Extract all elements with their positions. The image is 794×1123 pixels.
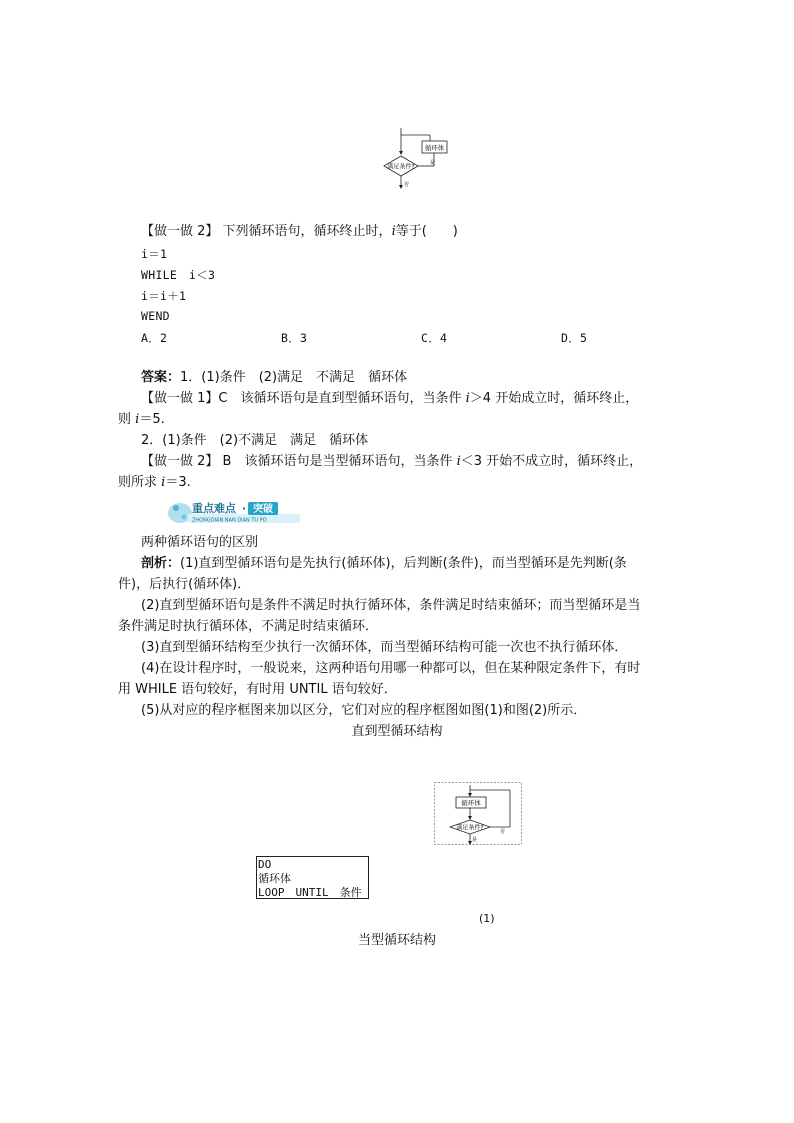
answer-ex2-line2-var: i xyxy=(161,475,166,490)
top-flowchart xyxy=(368,128,458,190)
until-code-box xyxy=(256,856,369,899)
exercise2-title: 【做一做 2】 xyxy=(141,224,219,239)
answer-ex1-var: i xyxy=(465,391,470,406)
section-badge xyxy=(166,500,302,526)
code-box-line-3: LOOP UNTIL 条件 xyxy=(258,886,362,899)
code-line-4: WEND xyxy=(141,309,170,323)
until-loop-body-label: 循环体 xyxy=(461,799,481,807)
code-line-1: i＝1 xyxy=(141,247,168,261)
answer-ex1 xyxy=(141,391,638,407)
analysis-p1-b: 件)，后执行(循环体)． xyxy=(118,577,251,592)
option-a: A．2 xyxy=(141,331,168,345)
analysis-p1-a-text: (1)直到型循环语句是先执行(循环体)，后判断(条件)，而当型循环是先判断(条 xyxy=(180,556,627,571)
answer-ex2-line2 xyxy=(118,475,191,491)
analysis-p4-b: 用 WHILE 语句较好，有时用 UNTIL 语句较好． xyxy=(118,682,397,697)
code-box-line-2: 循环体 xyxy=(258,872,291,885)
badge-graphic xyxy=(166,500,302,526)
option-c: C．4 xyxy=(421,331,448,345)
analysis-p3: (3)直到型循环结构至少执行一次循环体，而当型循环结构可能一次也不执行循环体． xyxy=(141,640,628,655)
caption-until: 直到型循环结构 xyxy=(351,724,443,739)
badge-pinyin: ZHONGDIAN NAN DIAN TU PO xyxy=(192,517,267,524)
analysis-p2-b: 条件满足时执行循环体，不满足时结束循环． xyxy=(118,619,379,634)
exercise2-var: i xyxy=(391,224,396,239)
answer-ex1-line2-var: i xyxy=(135,412,140,427)
answer-ex2-line2-a: 则所求 xyxy=(118,475,158,490)
answer-ex1-label: 【做一做 1】 xyxy=(141,391,219,406)
loop-body-label: 循环体 xyxy=(424,144,445,152)
answer-ex1-line2 xyxy=(118,412,165,428)
analysis-p1-a xyxy=(141,556,627,572)
answer-ex2-line2-b: ＝3. xyxy=(165,475,191,490)
until-condition-label: 满足条件? xyxy=(456,824,484,832)
until-no-label: 否 xyxy=(500,829,506,835)
analysis-p2-a: (2)直到型循环语句是条件不满足时执行循环体，条件满足时结束循环；而当型循环是当 xyxy=(141,598,641,613)
answer-line-1 xyxy=(141,370,407,386)
option-b: B．3 xyxy=(281,331,308,345)
code-box-line-1: DO xyxy=(258,858,272,871)
figure-number-1: (1) xyxy=(479,912,495,925)
until-flowchart xyxy=(434,782,522,846)
until-yes-label: 是 xyxy=(472,837,478,843)
answer-ex1-text2: ＞4 开始成立时，循环终止， xyxy=(469,391,639,406)
exercise2-question-end: 等于( ) xyxy=(395,224,458,239)
answer-ex2 xyxy=(141,454,642,470)
answer-ex2-label: 【做一做 2】 xyxy=(141,454,219,469)
caption-while: 当型循环结构 xyxy=(357,933,436,948)
badge-dot: · xyxy=(242,502,247,515)
exercise2-question xyxy=(141,224,458,240)
analysis-p5: (5)从对应的程序框图来加以区分，它们对应的程序框图如图(1)和图(2)所示． xyxy=(141,703,587,718)
answer-ex2-text2: ＜3 开始不成立时，循环终止， xyxy=(460,454,643,469)
answer-ex1-line2-b: ＝5. xyxy=(139,412,165,427)
condition-label: 满足条件? xyxy=(387,163,415,171)
badge-highlight: 突破 xyxy=(253,504,273,515)
code-line-2: WHILE i＜3 xyxy=(141,268,216,282)
section-heading: 两种循环语句的区别 xyxy=(141,535,259,550)
answer-ex2-var: i xyxy=(456,454,461,469)
answer-ex1-line2-a: 则 xyxy=(118,412,132,427)
no-label: 否 xyxy=(404,182,410,188)
exercise2-question-text: 下列循环语句，循环终止时， xyxy=(222,224,392,239)
badge-text: 重点难点 xyxy=(192,502,236,515)
answer-ex1-text: C 该循环语句是直到型循环语句，当条件 xyxy=(218,391,462,406)
answer-1-text: 1．(1)条件 (2)满足 不满足 循环体 xyxy=(180,370,408,385)
answer-label: 答案： xyxy=(141,370,181,385)
code-line-3: i＝i＋1 xyxy=(141,289,187,303)
option-d: D．5 xyxy=(561,331,588,345)
analysis-label: 剖析： xyxy=(141,556,181,571)
analysis-p4-a: (4)在设计程序时，一般说来，这两种语句用哪一种都可以，但在某种限定条件下，有时 xyxy=(141,661,641,676)
answer-line-2: 2．(1)条件 (2)不满足 满足 循环体 xyxy=(141,433,369,448)
answer-ex2-text: B 该循环语句是当型循环语句，当条件 xyxy=(222,454,453,469)
yes-label: 是 xyxy=(430,160,436,166)
